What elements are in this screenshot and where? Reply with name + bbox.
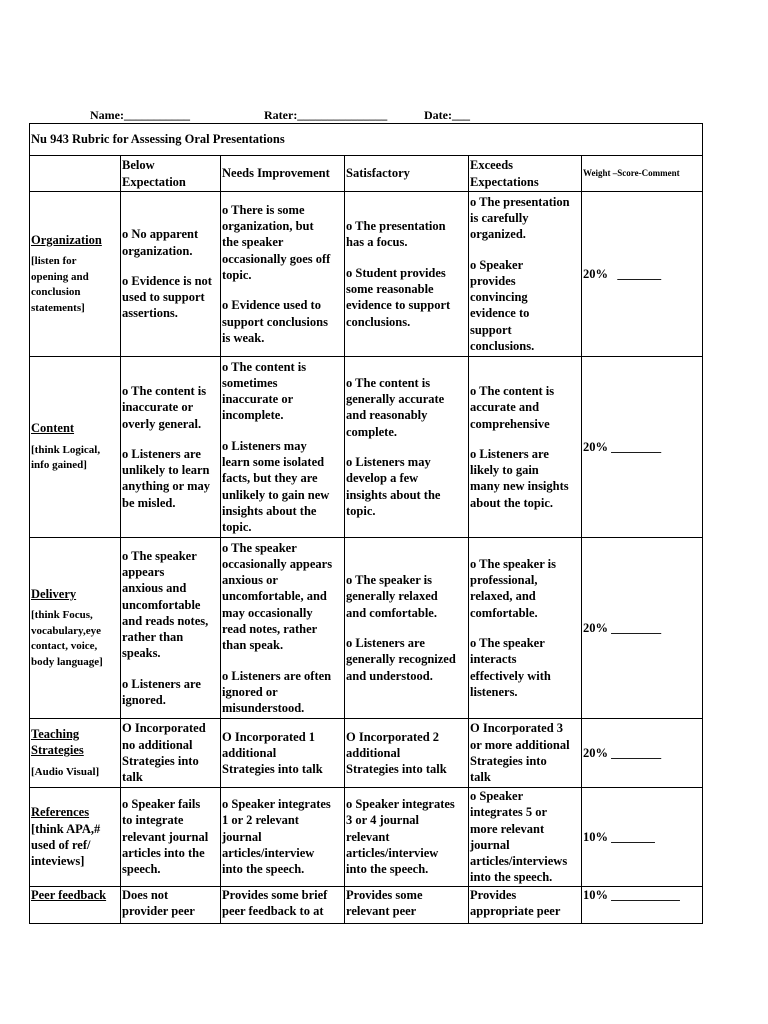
rater-field[interactable]: Rater:_______________ [264, 108, 388, 122]
descriptor-text: O Incorporated 2 additional Strategies into talk [346, 729, 447, 777]
descriptor-text: Provides some relevant peer [346, 887, 423, 919]
descriptor-text: o Listeners are likely to gain many new insights about the topic. [470, 446, 569, 510]
exceeds-expectations-header: Exceeds Expectations [469, 156, 582, 192]
criterion-name: Delivery [31, 586, 77, 601]
descriptor-text: o The speaker occasionally appears anxious or uncomfortable, and may occasionally read notes, rather than speak. [222, 540, 333, 653]
descriptor-text: o Listeners are generally recognized and understood. [346, 636, 456, 683]
criteria-header-cell [30, 156, 121, 192]
needs-cell [221, 357, 345, 538]
criterion-name: Organization [31, 232, 102, 247]
satisfactory-cell [345, 357, 469, 538]
descriptor-text: o Listeners are ignored. [122, 676, 201, 708]
criterion-note: [think Focus, vocabulary,eye contact, voice, body language] [31, 609, 103, 668]
criterion-cell [30, 538, 121, 719]
descriptor-text: o The speaker is generally relaxed and comfortable. [346, 573, 438, 620]
exceeds-cell [469, 192, 582, 357]
exceeds-cell [469, 788, 582, 887]
descriptor-text: o The content is inaccurate or overly general. [122, 383, 207, 431]
needs-cell [221, 538, 345, 719]
descriptor-text: o The speaker interacts effectively with listeners. [470, 636, 551, 699]
descriptor-text: o Evidence used to support conclusions is weak. [222, 298, 328, 345]
name-field[interactable]: Name:___________ [90, 108, 190, 122]
descriptor-text: o Listeners are unlikely to learn anything or may be misled. [122, 446, 210, 510]
below-cell [121, 719, 221, 788]
column-header-row [30, 156, 703, 192]
criterion-cell [30, 192, 121, 357]
descriptor-text: Does not provider peer [122, 887, 195, 919]
descriptor-text: o Speaker fails to integrate relevant journal articles into the speech. [122, 797, 209, 877]
weight-score[interactable]: 10% _______ [583, 829, 655, 844]
below-cell [121, 357, 221, 538]
below-cell [121, 538, 221, 719]
weight-score[interactable]: 20% _______ [583, 266, 662, 281]
weight-cell[interactable] [582, 192, 703, 357]
descriptor-text: o Listeners may learn some isolated facts, but they are unlikely to gain new insights about the topic. [222, 438, 330, 535]
criterion-note: [think APA,# used of ref/ inteviews] [31, 821, 101, 869]
descriptor-text: o Listeners may develop a few insights about the topic. [346, 455, 441, 518]
descriptor-text: o The speaker appears anxious and uncomfortable and reads notes, rather than speaks. [122, 548, 209, 661]
below-cell [121, 788, 221, 887]
weight-cell[interactable] [582, 886, 703, 923]
below-expectation-header: Below Expectation [121, 156, 221, 192]
weight-score-comment-header: Weight –Score-Comment [582, 156, 703, 192]
weight-score[interactable]: 20% ________ [583, 620, 662, 635]
below-cell [121, 886, 221, 923]
descriptor-text: o The content is generally accurate and reasonably complete. [346, 375, 445, 439]
descriptor-text: o Evidence is not used to support assertions. [122, 273, 212, 321]
descriptor-text: O Incorporated no additional Strategies into talk [122, 721, 206, 785]
descriptor-text: o Speaker integrates 5 or more relevant journal articles/interviews into the speech. [470, 789, 568, 885]
satisfactory-header: Satisfactory [345, 156, 469, 192]
criterion-cell [30, 357, 121, 538]
descriptor-text: o Student provides some reasonable evidence to support conclusions. [346, 265, 451, 329]
descriptor-text: o Speaker integrates 3 or 4 journal relevant articles/interview into the speech. [346, 797, 455, 877]
descriptor-text: O Incorporated 3 or more additional Strategies into talk [470, 721, 570, 785]
rubric-row-content [30, 357, 703, 538]
descriptor-text: o No apparent organization. [122, 227, 199, 258]
descriptor-text: Provides some brief peer feedback to at [222, 887, 328, 919]
descriptor-text: o The speaker is professional, relaxed, and comfortable. [470, 556, 557, 620]
criterion-name: Content [31, 421, 75, 436]
descriptor-text: o Speaker integrates 1 or 2 relevant journal articles/interview into the speech. [222, 797, 331, 877]
exceeds-cell [469, 357, 582, 538]
weight-score[interactable]: 10% ___________ [583, 887, 680, 902]
satisfactory-cell [345, 192, 469, 357]
exceeds-cell [469, 719, 582, 788]
satisfactory-cell [345, 719, 469, 788]
rubric-table [29, 123, 703, 924]
descriptor-text: Provides appropriate peer [470, 887, 561, 919]
rubric-row-teaching-strategies [30, 719, 703, 788]
descriptor-text: o The content is accurate and comprehensive [470, 383, 555, 431]
descriptor-text: o The content is sometimes inaccurate or incomplete. [222, 359, 307, 423]
descriptor-text: o The presentation has a focus. [346, 219, 446, 250]
descriptor-text: O Incorporated 1 additional Strategies into talk [222, 729, 323, 777]
weight-cell[interactable] [582, 788, 703, 887]
rubric-row-peer-feedback [30, 886, 703, 923]
needs-cell [221, 788, 345, 887]
weight-score[interactable]: 20% ________ [583, 745, 662, 760]
criterion-name: Peer feedback [31, 887, 107, 902]
criterion-name: References [31, 805, 90, 820]
criterion-cell [30, 886, 121, 923]
needs-cell [221, 719, 345, 788]
criterion-cell [30, 719, 121, 788]
weight-cell[interactable] [582, 538, 703, 719]
rubric-row-references [30, 788, 703, 887]
exceeds-cell [469, 886, 582, 923]
rubric-title: Nu 943 Rubric for Assessing Oral Presentations [30, 124, 703, 156]
satisfactory-cell [345, 788, 469, 887]
descriptor-text: o Listeners are often ignored or misunderstood. [222, 668, 332, 716]
below-cell [121, 192, 221, 357]
weight-cell[interactable] [582, 719, 703, 788]
weight-score[interactable]: 20% ________ [583, 439, 662, 454]
criterion-name: Teaching Strategies [31, 726, 84, 758]
satisfactory-cell [345, 538, 469, 719]
date-field[interactable]: Date:___ [424, 108, 470, 122]
satisfactory-cell [345, 886, 469, 923]
descriptor-text: o The presentation is carefully organized. [470, 194, 570, 242]
descriptor-text: o There is some organization, but the speaker occasionally goes off topic. [222, 202, 331, 282]
criterion-note: [think Logical, info gained] [31, 443, 101, 472]
needs-cell [221, 192, 345, 357]
exceeds-cell [469, 538, 582, 719]
criterion-cell [30, 788, 121, 887]
weight-cell[interactable] [582, 357, 703, 538]
rubric-row-delivery [30, 538, 703, 719]
criterion-note: [Audio Visual] [31, 765, 100, 778]
rubric-row-organization [30, 192, 703, 357]
needs-cell [221, 886, 345, 923]
needs-improvement-header: Needs Improvement [221, 156, 345, 192]
descriptor-text: o Speaker provides convincing evidence to support conclusions. [470, 257, 535, 354]
criterion-note: [listen for opening and conclusion statements] [31, 255, 89, 314]
